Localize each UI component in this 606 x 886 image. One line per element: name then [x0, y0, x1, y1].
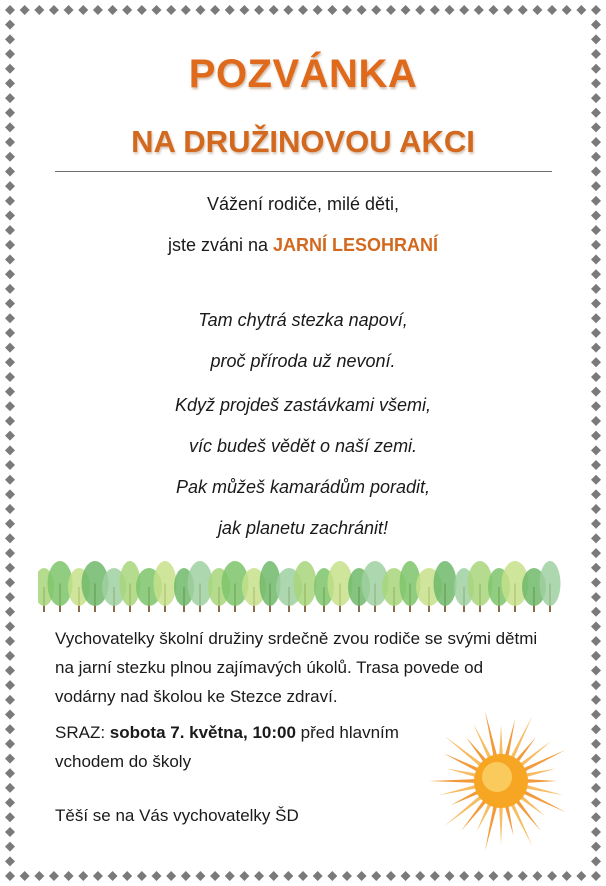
invitation-line [0, 235, 606, 256]
event-name: JARNÍ LESOHRANÍ [273, 235, 439, 255]
invite-prefix: jste zváni na [167, 235, 274, 255]
divider [55, 171, 552, 172]
greeting: Vážení rodiče, milé děti, [206, 194, 400, 214]
poem-line: Když projdeš zastávkami všemi, [174, 395, 432, 415]
meet-datetime: sobota 7. května, 10:00 [109, 723, 296, 742]
page-subtitle: NA DRUŽINOVOU AKCI [131, 124, 475, 159]
signature: Těší se na Vás vychovatelky ŠD [55, 806, 299, 825]
details-paragraph: Vychovatelky školní družiny srdečně zvou rodiče se svými dětmi na jarní stezku plnou zajímavých úkolů. Trasa povede od vodárny nad školou ke Stezce zdraví. [55, 629, 538, 706]
sun-illustration [426, 706, 576, 856]
poem-line: Pak můžeš kamarádům poradit, [175, 477, 431, 497]
poem-line: Tam chytrá stezka napoví, [198, 310, 408, 330]
meeting-info [55, 718, 415, 776]
meet-label: SRAZ: [55, 723, 110, 742]
poem-line: víc budeš vědět o naší zemi. [188, 436, 418, 456]
poem-line: proč příroda už nevoní. [210, 351, 396, 371]
tree-row-illustration [38, 550, 568, 620]
poem-line: jak planetu zachránit! [217, 518, 389, 538]
page-title: POZVÁNKA [188, 52, 418, 96]
meet-place: před hlavním vchodem do školy [55, 723, 399, 771]
